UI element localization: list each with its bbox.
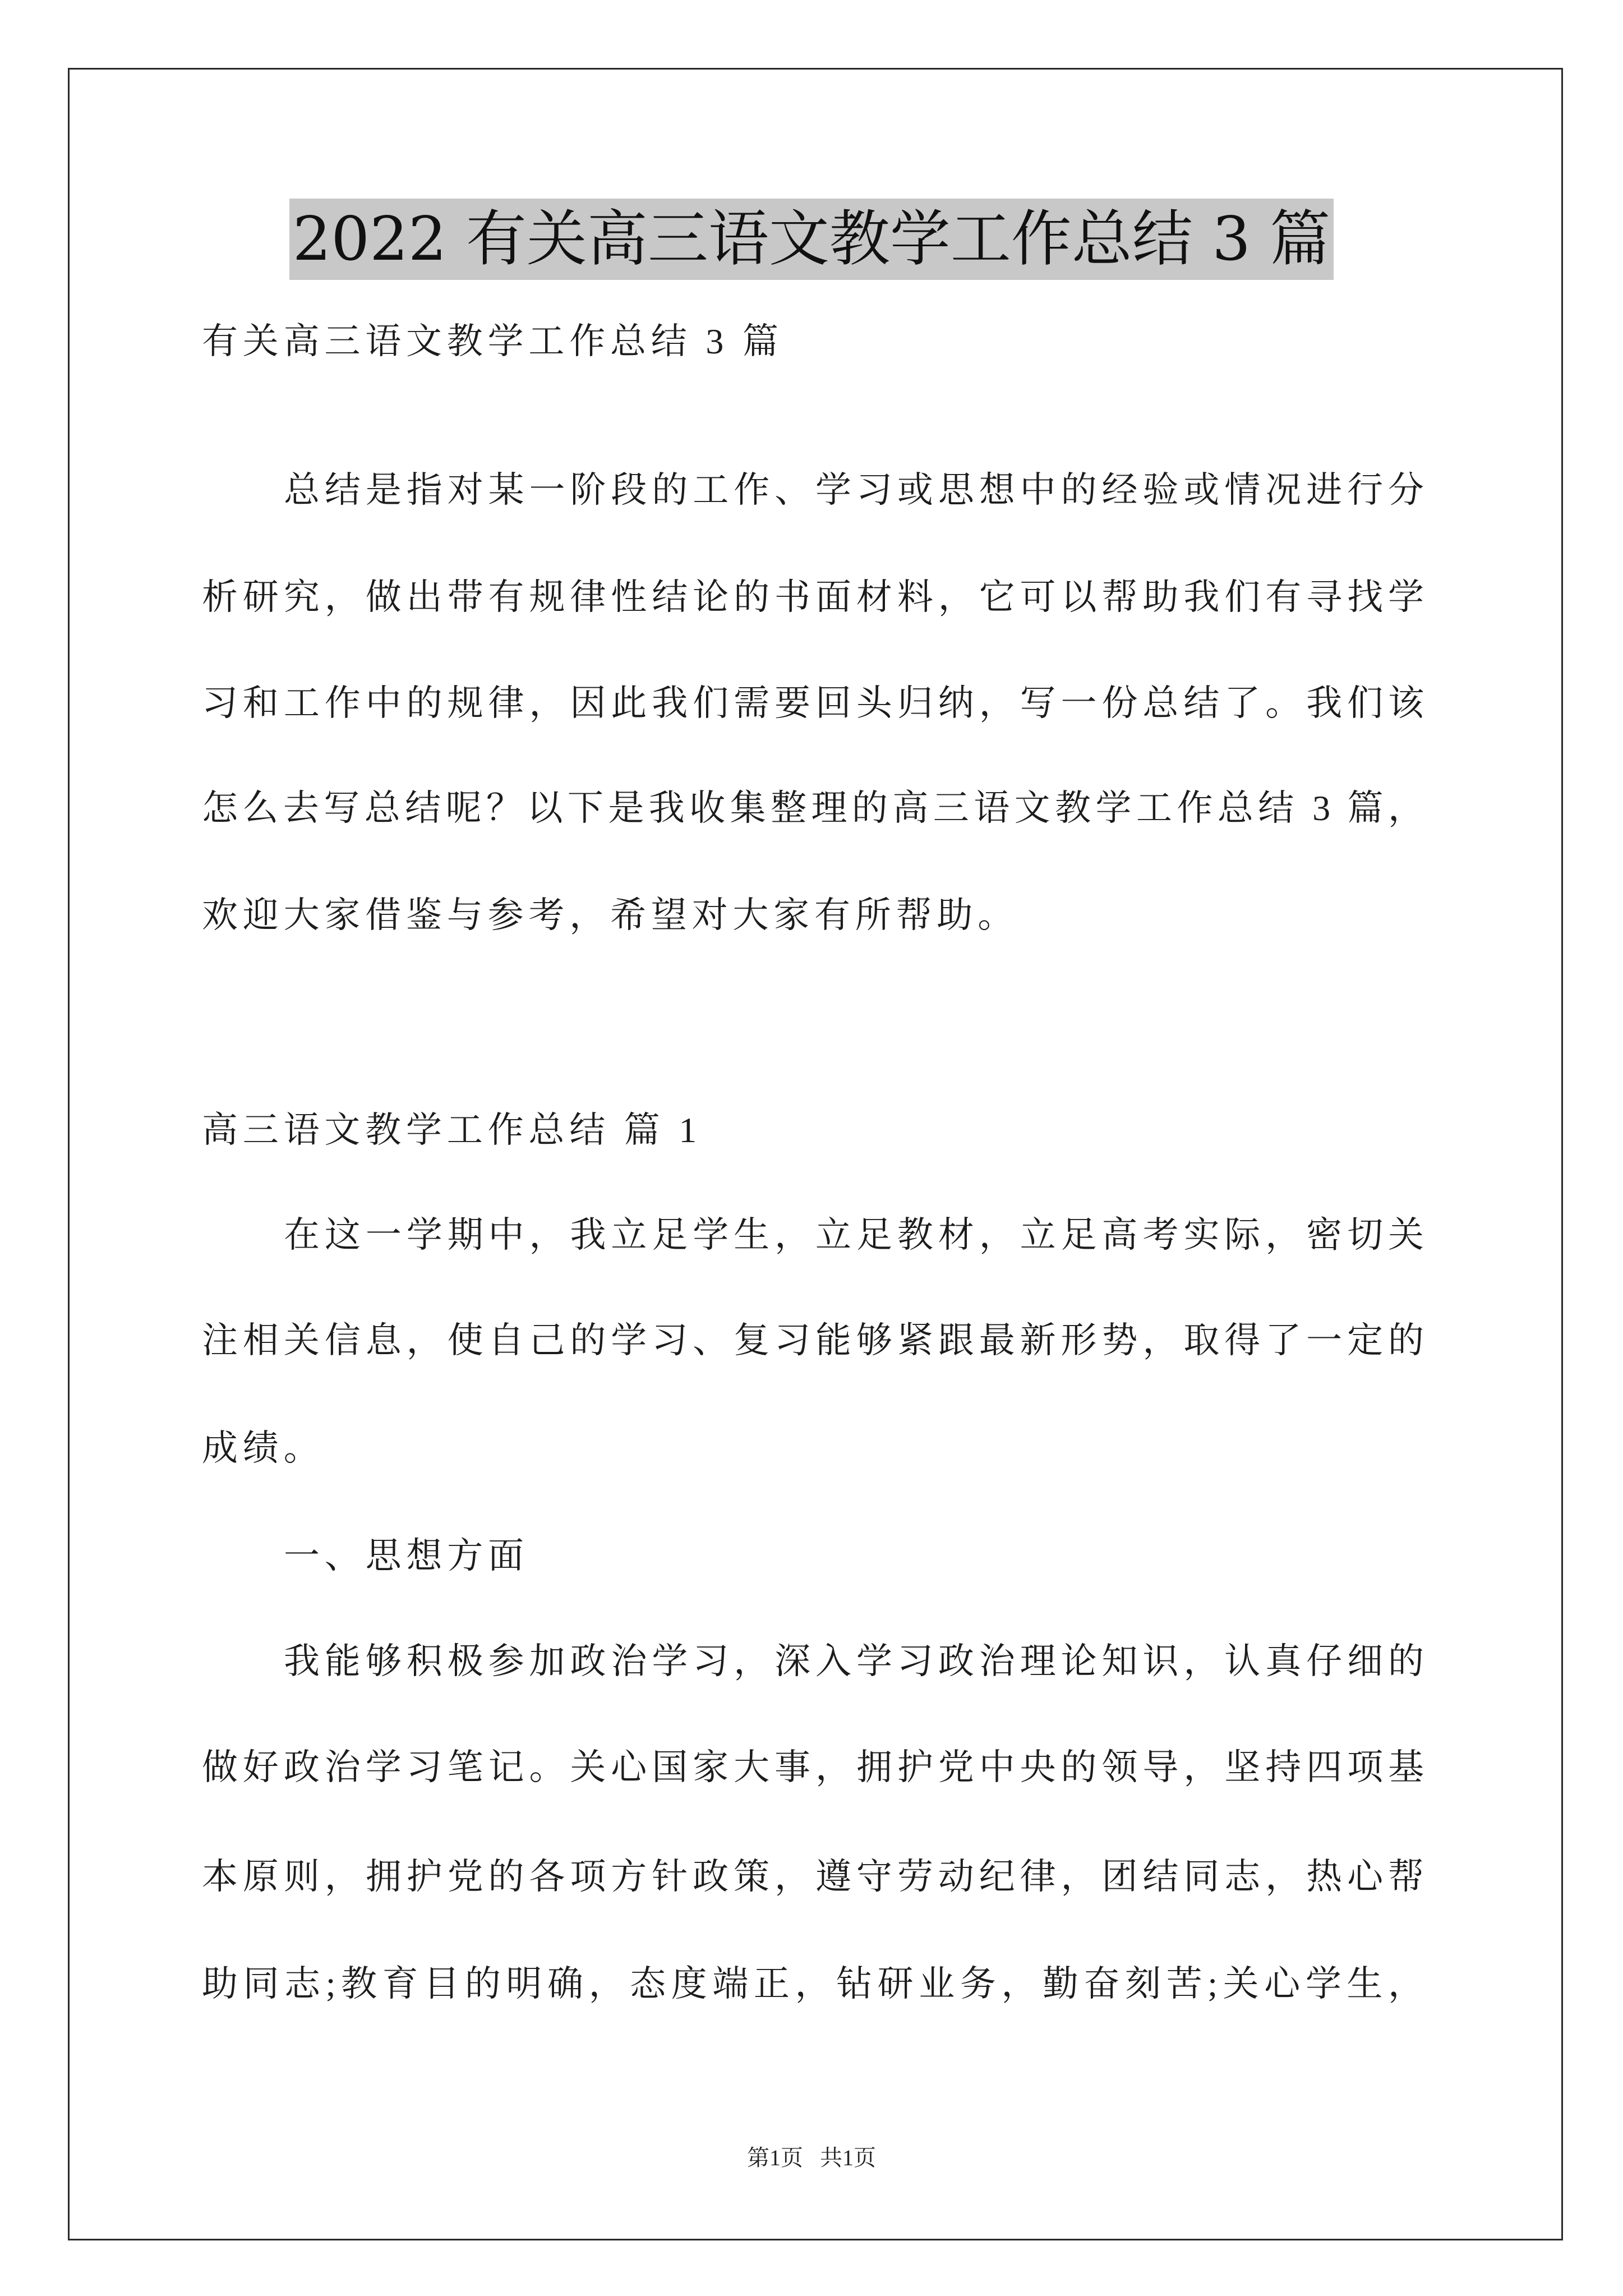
subsection-line: 做好政治学习笔记。关心国家大事，拥护党中央的领导，坚持四项基 xyxy=(202,1747,1427,1787)
title-block xyxy=(0,199,1623,280)
document-subtitle: 有关高三语文教学工作总结 3 篇 xyxy=(202,321,783,361)
intro-line: 总结是指对某一阶段的工作、学习或思想中的经验或情况进行分 xyxy=(284,470,1427,510)
section-heading: 高三语文教学工作总结 篇 1 xyxy=(202,1110,702,1150)
intro-line: 析研究，做出带有规律性结论的书面材料，它可以帮助我们有寻找学 xyxy=(202,577,1427,617)
section-line: 在这一学期中，我立足学生，立足教材，立足高考实际，密切关 xyxy=(284,1215,1427,1255)
subheading: 一、思想方面 xyxy=(284,1536,529,1576)
intro-line: 习和工作中的规律，因此我们需要回头归纳，写一份总结了。我们该 xyxy=(202,683,1427,723)
subsection-line: 我能够积极参加政治学习，深入学习政治理论知识，认真仔细的 xyxy=(284,1641,1427,1681)
document-title: 2022 有关高三语文教学工作总结 3 篇 xyxy=(289,199,1334,280)
intro-line: 怎么去写总结呢？以下是我收集整理的高三语文教学工作总结 3 篇， xyxy=(202,788,1427,828)
intro-line: 欢迎大家借鉴与参考，希望对大家有所帮助。 xyxy=(202,895,1018,935)
subsection-line: 本原则，拥护党的各项方针政策，遵守劳动纪律，团结同志，热心帮 xyxy=(202,1857,1427,1897)
section-line: 注相关信息，使自己的学习、复习能够紧跟最新形势，取得了一定的 xyxy=(202,1320,1427,1360)
subsection-line: 助同志;教育目的明确，态度端正，钻研业务，勤奋刻苦;关心学生， xyxy=(202,1964,1427,2004)
page-footer: 第1页 共1页 xyxy=(747,2145,876,2170)
section-line: 成绩。 xyxy=(202,1428,325,1468)
